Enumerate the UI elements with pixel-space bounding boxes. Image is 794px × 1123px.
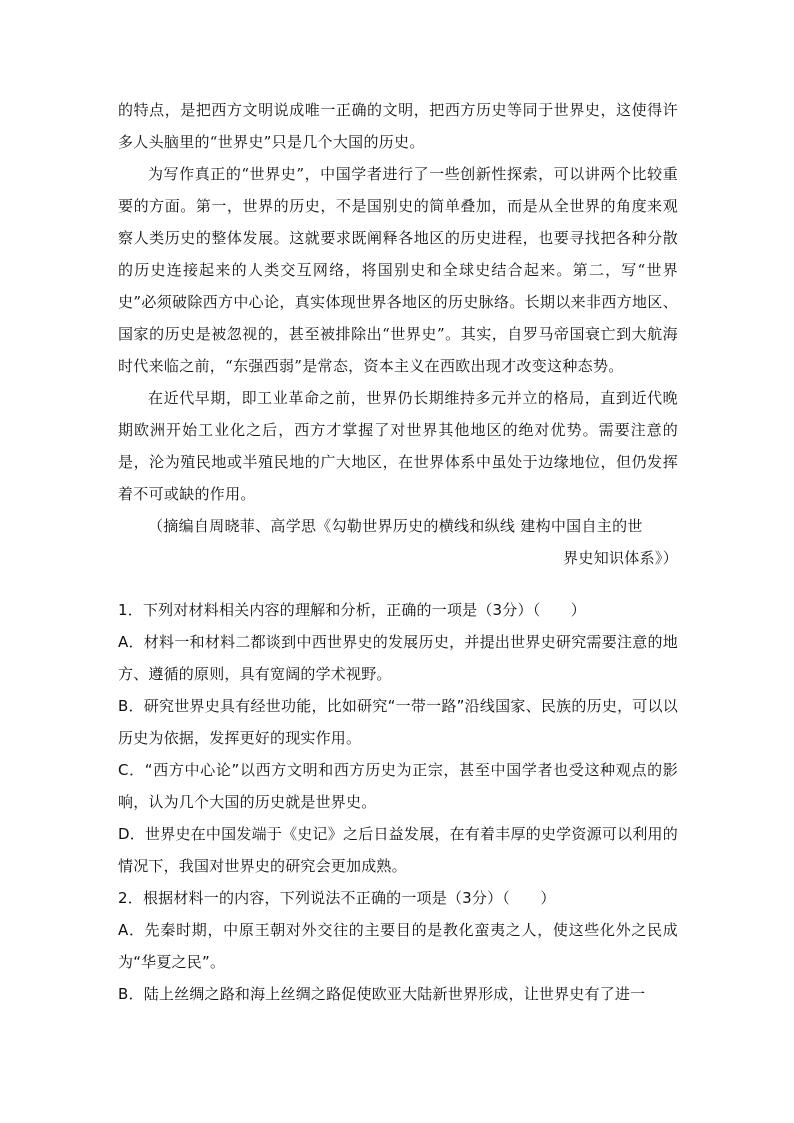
question-2-option-b: B．陆上丝绸之路和海上丝绸之路促使欧亚大陆新世界形成，让世界史有了进一 <box>118 985 646 1003</box>
passage-paragraph-2: 为写作真正的“世界史”，中国学者进行了一些创新性探索，可以讲两个比较重要的方面。第一，世界的历史，不是国别史的简单叠加，而是从全世界的角度来观察人类历史的整体发展。这就要求既阐释各地区的历史进程，也要寻找把各种分散的历史连接起来的人类交互网络，将国别史和全球史结合起来。第二，写“世界史”必须破除西方中心论，真实体现世界各地区的历史脉络。长期以来非西方地区、国家的历史是被忽视的，甚至被排除出“世界史”。其实，自罗马帝国衰亡到大航海时代来临之前，“东强西弱”是常态，资本主义在西欧出现才改变这种态势。 <box>118 165 678 375</box>
question-1-stem: 1．下列对材料相关内容的理解和分析，正确的一项是（3分）（ ） <box>118 601 586 619</box>
passage-paragraph-3: 在近代早期，即工业革命之前，世界仍长期维持多元并立的格局，直到近代晚期欧洲开始工业化之后，西方才掌握了对世界其他地区的绝对优势。需要注意的是，沦为殖民地或半殖民地的广大地区，在世界体系中虽处于边缘地位，但仍发挥着不可或缺的作用。 <box>118 389 678 503</box>
passage-paragraph-continued: 的特点，是把西方文明说成唯一正确的文明，把西方历史等同于世界史，这使得许多人头脑里的“世界史”只是几个大国的历史。 <box>118 101 678 151</box>
question-1-option-b: B．研究世界史具有经世功能，比如研究“一带一路”沿线国家、民族的历史，可以以历史为依据，发挥更好的现实作用。 <box>118 697 678 747</box>
question-1-option-c: C．“西方中心论”以西方文明和西方历史为正宗，甚至中国学者也受这种观点的影响，认为几个大国的历史就是世界史。 <box>118 761 678 811</box>
reading-passage <box>118 94 678 574</box>
question-2-stem: 2．根据材料一的内容，下列说法不正确的一项是（3分）（ ） <box>118 889 556 907</box>
question-1-option-d: D．世界史在中国发端于《史记》之后日益发展，在有着丰厚的史学资源可以利用的情况下，我国对世界史的研究会更加成熟。 <box>118 825 678 875</box>
question-list <box>118 594 678 1010</box>
source-citation-line-1: （摘编自周晓菲、高学思《勾勒世界历史的横线和纵线 建构中国自主的世 <box>148 517 643 535</box>
question-1-option-a: A．材料一和材料二都谈到中西世界史的发展历史，并提出世界史研究需要注意的地方、遵循的原则，具有宽阔的学术视野。 <box>118 633 678 683</box>
source-citation-line-2: 界史知识体系》） <box>563 549 678 567</box>
question-2-option-a: A．先秦时期，中原王朝对外交往的主要目的是教化蛮夷之人，使这些化外之民成为“华夏之民”。 <box>118 921 678 971</box>
